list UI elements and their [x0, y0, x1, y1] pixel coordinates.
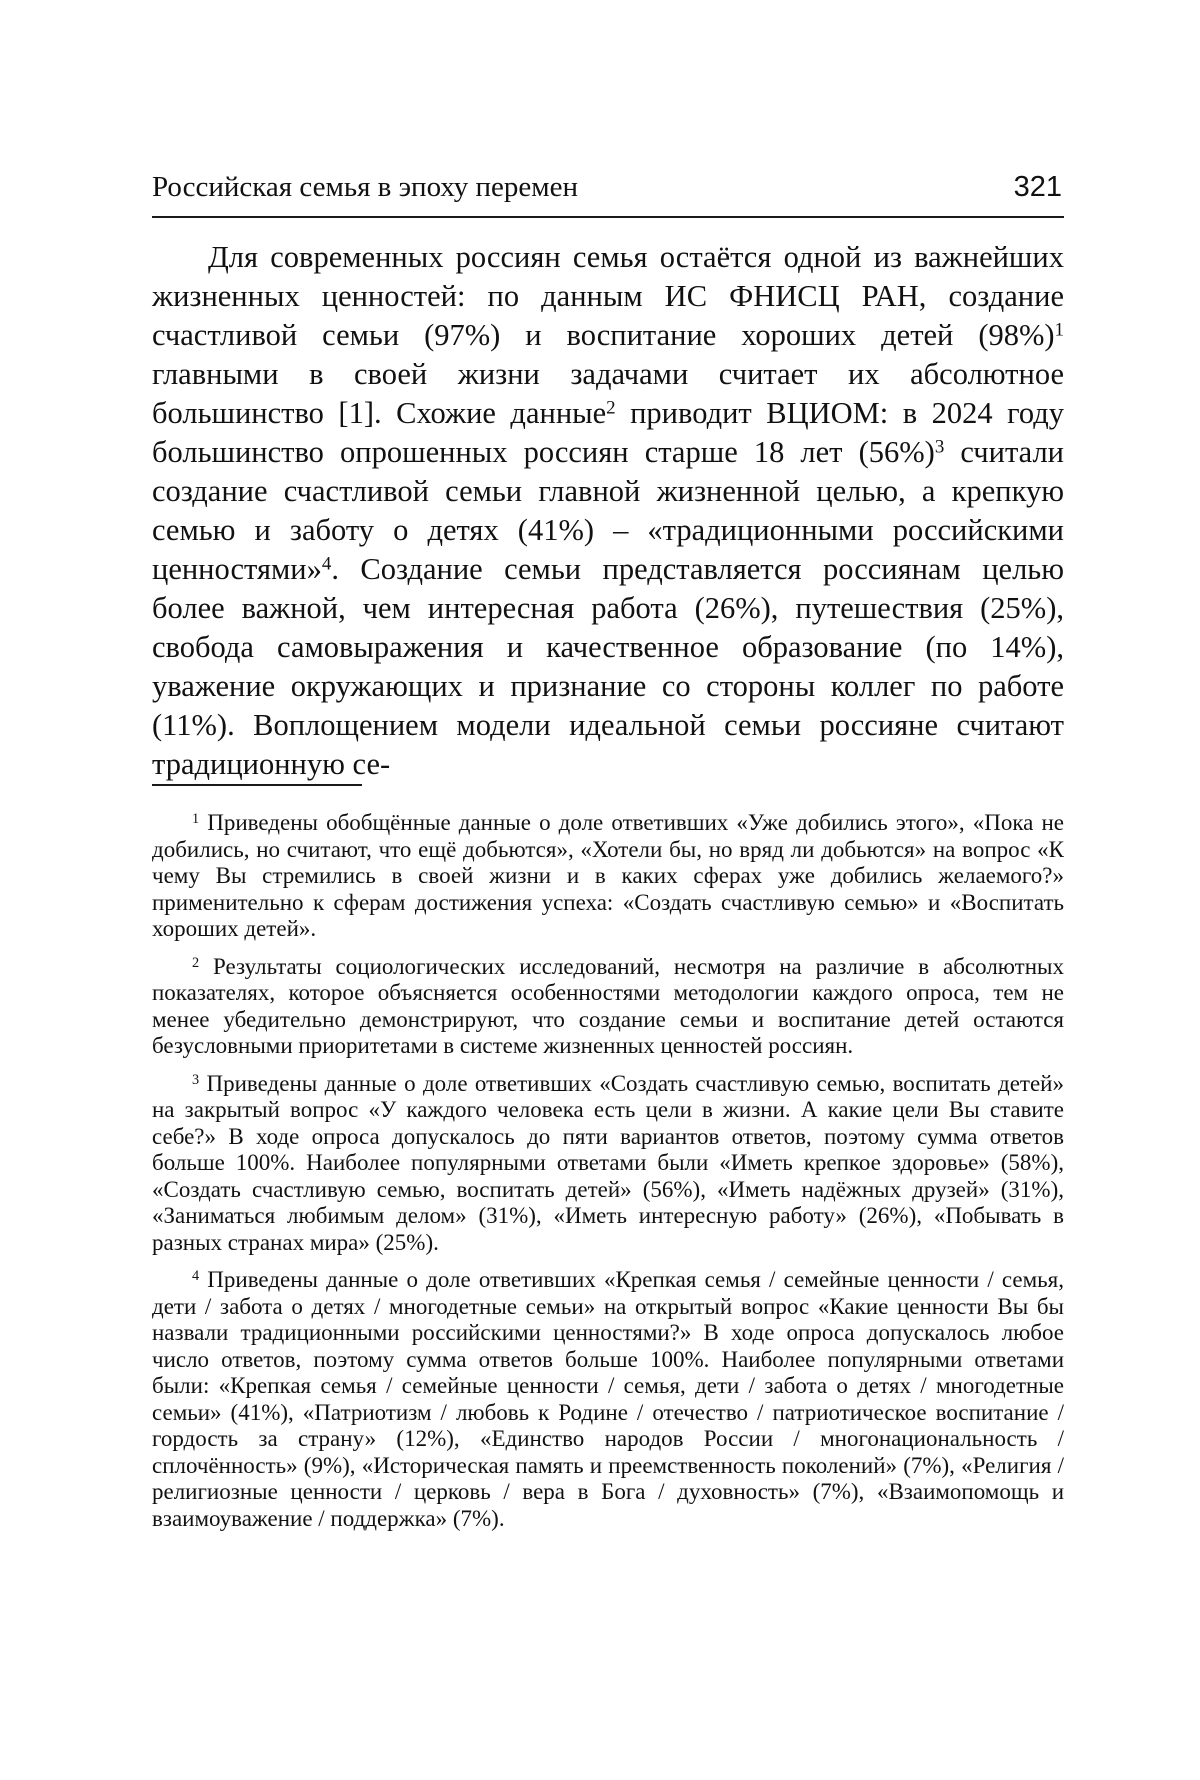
book-page [152, 0, 1064, 1780]
footnote-text: Приведены данные о доле ответивших «Крепкая семья / семейные ценности / семья, дети / забота о детях / многодетные семьи» на открытый вопрос «Какие ценности Вы бы назвали традиционными российскими ценностями?» В ходе опроса допускалось любое число ответов, поэтому сумма ответов больше 100%. Наиболее популярными ответами были: «Крепкая семья / семейные ценности / семья, дети / забота о детях / многодетные семьи» (41%), «Патриотизм / любовь к Родине / отечество / патриотическое воспитание / гордость за страну» (12%), «Единство народов России / многонациональность / сплочённость» (9%), «Историческая память и преемственность поколений» (7%), «Религия / религиозные ценности / церковь / вера в Бога / духовность» (7%), «Взаимопомощь и взаимоуважение / поддержка» (7%). [152, 1267, 1065, 1531]
footnote-mark: 2 [192, 954, 200, 971]
footnote-ref-1[interactable]: 1 [1054, 319, 1064, 341]
paragraph-text: приводит ВЦИОМ: в 2024 году большинство опрошенных россиян старше 18 лет (56%) [152, 396, 1064, 469]
running-title: Российская семья в эпоху перемен [152, 171, 578, 203]
footnote-ref-2[interactable]: 2 [606, 397, 616, 419]
body-paragraph [152, 238, 1064, 784]
footnote-1 [152, 810, 1064, 943]
footnote-text: Результаты социологических исследований, несмотря на различие в абсолютных показателях, которое объясняется особенностями методологии каждого опроса, тем не менее убедительно демонстрируют, что создание семьи и воспитание детей остаются безусловными приоритетами в системе жизненных ценностей россиян. [152, 953, 1064, 1058]
footnote-ref-4[interactable]: 4 [321, 553, 332, 575]
page-number: 321 [1013, 171, 1062, 203]
footnote-3 [152, 1071, 1064, 1257]
footnote-separator [152, 784, 362, 786]
paragraph-text: Для современных россиян семья остаётся одной из важнейших жизненных ценностей: по данным ИС ФНИСЦ РАН, создание счастливой семьи (97%) и воспитание хороших детей (98%) [152, 240, 1064, 352]
footnote-ref-3[interactable]: 3 [934, 436, 945, 458]
paragraph-text: считали создание счастливой семьи главной жизненной целью, а крепкую семью и заботу о детях (41%) – «традиционными российскими ценностями» [152, 435, 1065, 586]
running-header [152, 168, 1064, 218]
paragraph-text: . Создание семьи представляется россиянам целью более важной, чем интересная работа (26%), путешествия (25%), свобода самовыражения и качественное образование (по 14%), уважение окружающих и признание со стороны коллег по работе (11%). Воплощением модели идеальной семьи россияне считают традиционную се- [152, 552, 1064, 781]
footnote-text: Приведены данные о доле ответивших «Создать счастливую семью, воспитать детей» на закрытый вопрос «У каждого человека есть цели в жизни. А какие цели Вы ставите себе?» В ходе опроса допускалось до пяти вариантов ответов, поэтому сумма ответов больше 100%. Наиболее популярными ответами были «Иметь крепкое здоровье» (58%), «Создать счастливую семью, воспитать детей» (56%), «Иметь надёжных друзей» (31%), «Заниматься любимым делом» (31%), «Иметь интересную работу» (26%), «Побывать в разных странах мира» (25%). [152, 1070, 1064, 1255]
footnote-4 [152, 1267, 1064, 1532]
paragraph-text: главными в своей жизни задачами считает их абсолютное большинство [1]. Схожие данные [152, 357, 1064, 430]
footnote-text: Приведены обобщённые данные о доле ответивших «Уже добились этого», «Пока не добились, но считают, что ещё добьются», «Хотели бы, но вряд ли добьются» на вопрос «К чему Вы стремились в своей жизни и в каких сферах уже добились желаемого?» применительно к сферам достижения успеха: «Создать счастливую семью» и «Воспитать хороших детей». [152, 810, 1064, 941]
footnotes-section [152, 810, 1064, 1543]
footnote-mark: 3 [192, 1071, 200, 1088]
footnote-mark: 1 [192, 810, 200, 827]
footnote-mark: 4 [192, 1267, 200, 1284]
footnote-2 [152, 954, 1064, 1060]
